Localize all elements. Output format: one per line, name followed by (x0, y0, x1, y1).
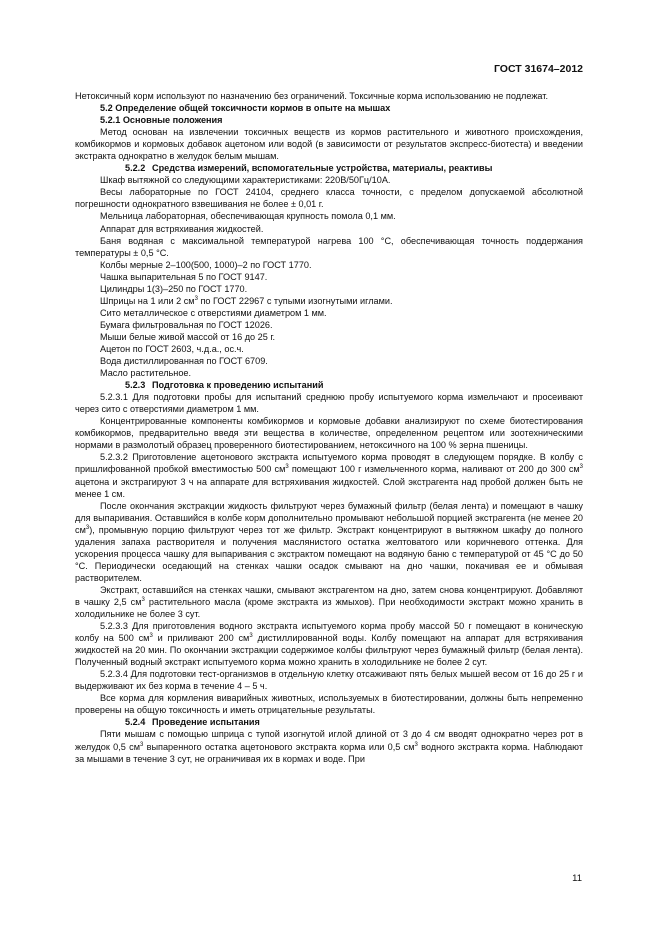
paragraph: Вода дистиллированная по ГОСТ 6709. (100, 356, 268, 367)
text-run: растительного масла (кроме экстракта из жмыхов). При необходимости экстракт можно хранить в холодильнике не более 3 сут. (75, 596, 583, 620)
paragraph: Шкаф вытяжной со следующими характеристиками: 220В/50Гц/10А. (100, 175, 391, 186)
paragraph: Весы лабораторные по ГОСТ 24104, среднего класса точности, с пределом допускаемой абсолютной погрешности однократного взвешивания не более ± 0,01 г. (75, 187, 583, 210)
heading-number: 5.2.4 (125, 717, 146, 728)
superscript: 3 (285, 464, 289, 471)
paragraph: 5.2.3.4 Для подготовки тест-организмов в отдельную клетку отсаживают пять белых мышей весом от 16 до 25 г и выдерживают их без корма в течение 4 – 5 ч. (75, 669, 583, 692)
paragraph: Метод основан на извлечении токсичных веществ из кормов растительного и животного происхождения, комбикормов и кормовых добавок ацетоном или водой (в зависимости от результатов экспресс-биотеста) и введении экстракта однократно в желудок белым мышам. (75, 127, 583, 162)
paragraph: Чашка выпарительная 5 по ГОСТ 9147. (100, 271, 268, 282)
text-run: 5.2.3.3 Для приготовления водного экстракта испытуемого корма пробу массой 50 г помещают в коническую колбу на 500 см (75, 621, 583, 644)
document-body (75, 90, 583, 765)
heading-title: Подготовка к проведению испытаний (152, 380, 324, 391)
superscript: 3 (249, 633, 253, 640)
subsection-heading (75, 162, 583, 174)
paragraph (75, 620, 583, 668)
superscript: 3 (194, 295, 198, 302)
superscript: 3 (579, 464, 583, 471)
text-run: по ГОСТ 22967 с тупыми изогнутыми иглами. (197, 295, 393, 306)
heading-number: 5.2.3 (125, 380, 146, 391)
text-run: выпаренного остатка ацетонового экстракта корма или 0,5 см (143, 741, 415, 752)
text-run: После окончания экстракции жидкость фильтруют через бумажный фильтр (белая лента) и помещают в чашку для выпаривания. Оставшийся в колбе корм дополнительно промывают небольшой порцией экстрагента (не менее 20 см (75, 500, 583, 535)
text-run: водного экстракта корма. Наблюдают за мышами в течение 3 сут, не ограничивая их в кормах и воде. При (75, 741, 583, 764)
paragraph (75, 728, 583, 764)
document-header: ГОСТ 31674–2012 (493, 63, 583, 75)
paragraph (75, 584, 583, 620)
text-run: 5.2.3.2 Приготовление ацетонового экстракта испытуемого корма проводят в следующем порядке. В колбу с пришлифованной пробкой вместимостью 500 см (75, 452, 583, 475)
superscript: 3 (149, 633, 153, 640)
paragraph: Мельница лабораторная, обеспечивающая крупность помола 0,1 мм. (100, 211, 396, 222)
paragraph: Нетоксичный корм используют по назначению без ограничений. Токсичные корма использованию не подлежат. (75, 91, 548, 101)
text-run: дистиллированной воды. Колбу помещают на аппарат для встряхивания жидкостей на 20 мин. По окончании экстракции содержимое колбы фильтруют через бумажный фильтр (белая лента). Полученный водный экстракт испытуемого корма можно хранить в холодильнике не более 2 сут. (75, 633, 583, 668)
paragraph: Цилиндры 1(3)–250 по ГОСТ 1770. (100, 283, 248, 294)
text-run: Экстракт, оставшийся на стенках чашки, смывают экстрагентом на дно, затем снова концентрируют. Добавляют в чашку 2,5 см (75, 584, 583, 607)
text-run: ацетона и экстрагируют 3 ч на аппарате для встряхивания жидкостей. Слой экстрагента над пробой должен быть не менее 1 см. (75, 476, 583, 499)
section-heading: 5.2 Определение общей токсичности кормов в опыте на мышах (100, 103, 391, 114)
paragraph: Бумага фильтровальная по ГОСТ 12026. (100, 319, 273, 330)
heading-title: Средства измерений, вспомогательные устройства, материалы, реактивы (152, 163, 493, 174)
paragraph: Аппарат для встряхивания жидкостей. (100, 223, 264, 234)
text-run: и приливают 200 см (152, 633, 250, 644)
subsection-heading (75, 716, 583, 728)
paragraph: Масло растительное. (100, 368, 192, 379)
heading-number: 5.2.2 (125, 163, 146, 174)
paragraph: 5.2.3.1 Для подготовки пробы для испытаний среднюю пробу испытуемого корма измельчают и просеивают через сито с отверстиями диаметром 1 мм. (75, 392, 583, 415)
paragraph: Ацетон по ГОСТ 2603, ч.д.а., ос.ч. (100, 343, 244, 354)
paragraph (75, 500, 583, 584)
superscript: 3 (139, 741, 144, 748)
text-run: Пяти мышам с помощью шприца с тупой изогнутой иглой длиной от 3 до 4 см вводят однократно через рот в желудок 0,5 см (75, 729, 583, 752)
paragraph: Сито металлическое с отверстиями диаметром 1 мм. (100, 307, 327, 318)
paragraph: Концентрированные компоненты комбикормов и кормовые добавки анализируют по схеме биотестирования комбикормов, предварительно введя эти вещества в количестве, определенном рецептом или зоотехническими нормами в размолотый образец проверенного биотестированием, нетоксичного на 100 % зерна пшеницы. (75, 416, 583, 451)
paragraph: Баня водяная с максимальной температурой нагрева 100 °С, обеспечивающая точность поддержания температуры ± 0,5 °С. (75, 235, 583, 258)
text-run: помещают 100 г измельченного корма, наливают от 200 до 300 см (288, 464, 580, 475)
superscript: 3 (85, 524, 90, 531)
paragraph: Колбы мерные 2–100(500, 1000)–2 по ГОСТ 1770. (100, 259, 312, 270)
superscript: 3 (141, 596, 145, 603)
subsection-heading: 5.2.1 Основные положения (100, 115, 223, 126)
paragraph: Все корма для кормления виварийных животных, используемых в биотестировании, должны быть непременно проверены на общую токсичность и иметь отрицательные результаты. (75, 693, 583, 716)
text-run: ), промывную порцию фильтруют через тот же фильтр. Экстракт концентрируют в вытяжном шкафу до полного удаления запаха растворителя и получения маслянистого остатка желтоватого или коричневого оттенка. Для ускорения процесса чашку для выпаривания с экстрактом помещают на водяную баню с температурой от 45 °С до 50 °С. Периодически оседающий на стенках чашки осадок смывают на дно чашки, покачивая ее и обмывая растворителем. (75, 524, 583, 583)
text-run: Шприцы на 1 или 2 см (100, 295, 195, 306)
subsection-heading (75, 379, 583, 391)
page-number: 11 (572, 873, 582, 884)
heading-title: Проведение испытания (152, 717, 260, 728)
paragraph (75, 295, 583, 307)
paragraph: Мыши белые живой массой от 16 до 25 г. (100, 331, 276, 342)
paragraph (75, 451, 583, 499)
superscript: 3 (414, 741, 418, 748)
